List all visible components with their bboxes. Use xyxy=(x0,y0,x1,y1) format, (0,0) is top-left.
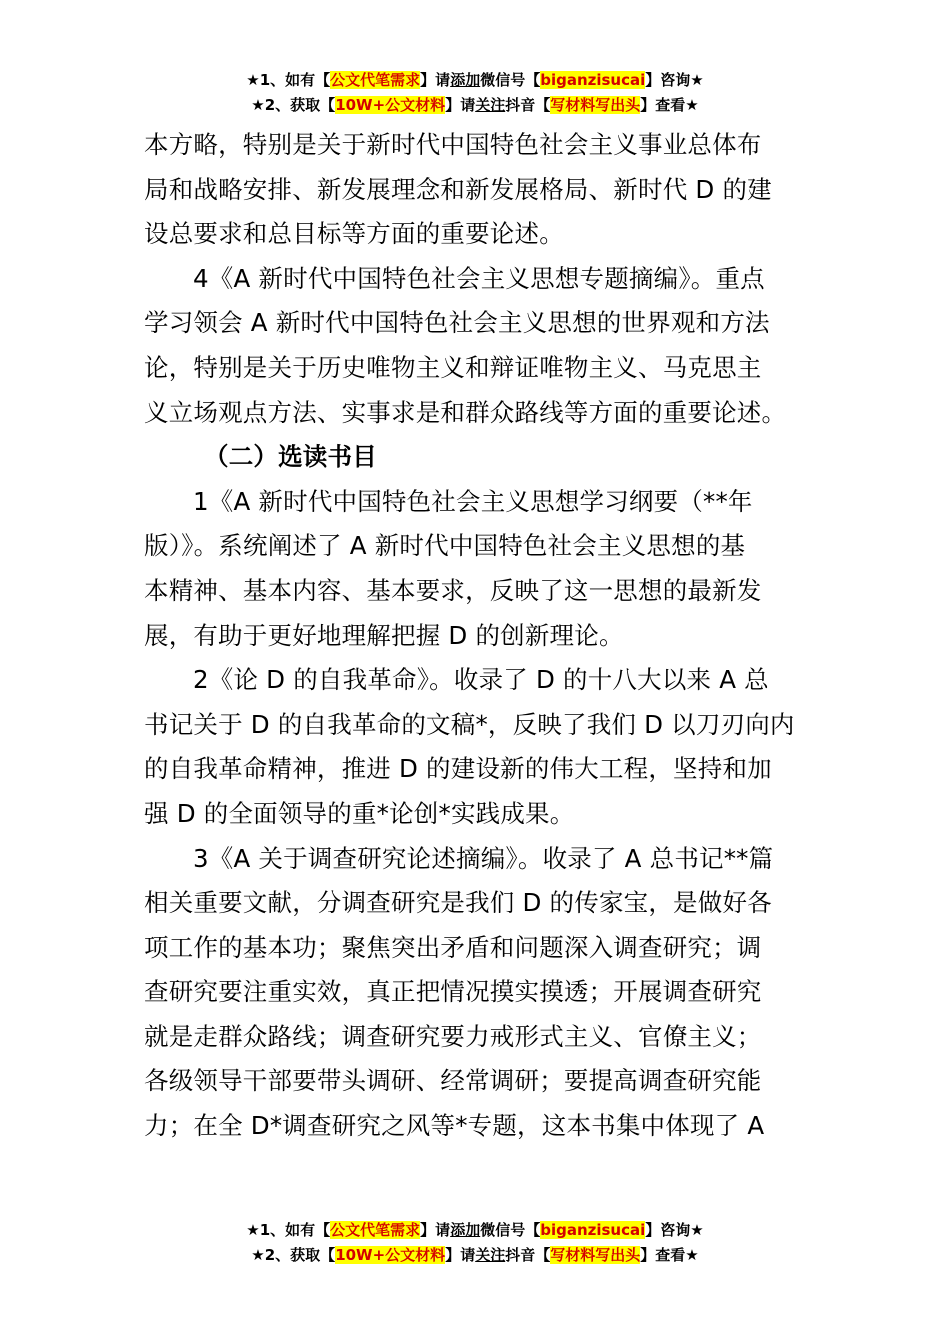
body-line: 4《A 新时代中国特色社会主义思想专题摘编》。重点 xyxy=(193,263,765,293)
highlight-material: 10W+公文材料 xyxy=(335,96,446,114)
body-line: 设总要求和总目标等方面的重要论述。 xyxy=(144,219,564,249)
body-line: 项工作的基本功；聚焦突出矛盾和问题深入调查研究；调 xyxy=(144,932,762,962)
body-line: 版）》。系统阐述了 A 新时代中国特色社会主义思想的基 xyxy=(144,531,746,561)
banner-line-1: ★1、如有【公文代笔需求】请添加微信号【biganzisucai】咨询★ xyxy=(246,1221,704,1239)
body-line: 就是走群众路线；调查研究要力戒形式主义、官僚主义； xyxy=(144,1021,762,1051)
body-line: 3《A 关于调查研究论述摘编》。收录了 A 总书记**篇 xyxy=(193,843,774,873)
body-line: 查研究要注重实效，真正把情况摸实摸透；开展调查研究 xyxy=(144,977,762,1007)
body-line: 展，有助于更好地理解把握 D 的创新理论。 xyxy=(144,620,624,650)
body-line: 本方略，特别是关于新时代中国特色社会主义事业总体布 xyxy=(144,130,762,159)
banner-line-2: ★2、获取【10W+公文材料】请关注抖音【写材料写出头】查看★ xyxy=(251,1246,699,1264)
body-line: 书记关于 D 的自我革命的文稿*，反映了我们 D 以刀刃向内 xyxy=(144,709,795,739)
body-line: 各级领导干部要带头调研、经常调研；要提高调查研究能 xyxy=(144,1066,762,1096)
highlight-material: 10W+公文材料 xyxy=(335,1246,446,1264)
body-line: 相关重要文献，分调查研究是我们 D 的传家宝，是做好各 xyxy=(144,888,772,918)
header-banner xyxy=(0,68,950,118)
banner-line-1: ★1、如有【公文代笔需求】请添加微信号【biganzisucai】咨询★ xyxy=(246,71,704,89)
highlight-douyin: 写材料写出头 xyxy=(550,96,641,114)
section-heading: （二）选读书目 xyxy=(204,442,377,472)
highlight-demand: 公文代笔需求 xyxy=(330,1221,421,1239)
highlight-douyin: 写材料写出头 xyxy=(550,1246,641,1264)
body-line: 力；在全 D*调查研究之风等*专题，这本书集中体现了 A xyxy=(144,1111,765,1141)
body-line: 本精神、基本内容、基本要求，反映了这一思想的最新发 xyxy=(144,575,762,605)
body-line: 义立场观点方法、实事求是和群众路线等方面的重要论述。 xyxy=(144,397,787,427)
body-line: 2《论 D 的自我革命》。收录了 D 的十八大以来 A 总 xyxy=(193,665,769,695)
body-line: 强 D 的全面领导的重*论创*实践成果。 xyxy=(144,798,575,828)
body-line: 的自我革命精神，推进 D 的建设新的伟大工程，坚持和加 xyxy=(144,754,772,784)
highlight-wechat: biganzisucai xyxy=(540,1221,646,1239)
body-line: 局和战略安排、新发展理念和新发展格局、新时代 D 的建 xyxy=(144,174,772,204)
banner-line-2: ★2、获取【10W+公文材料】请关注抖音【写材料写出头】查看★ xyxy=(251,96,699,114)
body-line: 论，特别是关于历史唯物主义和辩证唯物主义、马克思主 xyxy=(144,352,762,382)
highlight-demand: 公文代笔需求 xyxy=(330,71,421,89)
body-line: 1《A 新时代中国特色社会主义思想学习纲要（**年 xyxy=(193,486,753,516)
body-line: 学习领会 A 新时代中国特色社会主义思想的世界观和方法 xyxy=(144,308,770,338)
highlight-wechat: biganzisucai xyxy=(540,71,646,89)
document-body xyxy=(144,123,809,1149)
footer-banner xyxy=(0,1218,950,1268)
